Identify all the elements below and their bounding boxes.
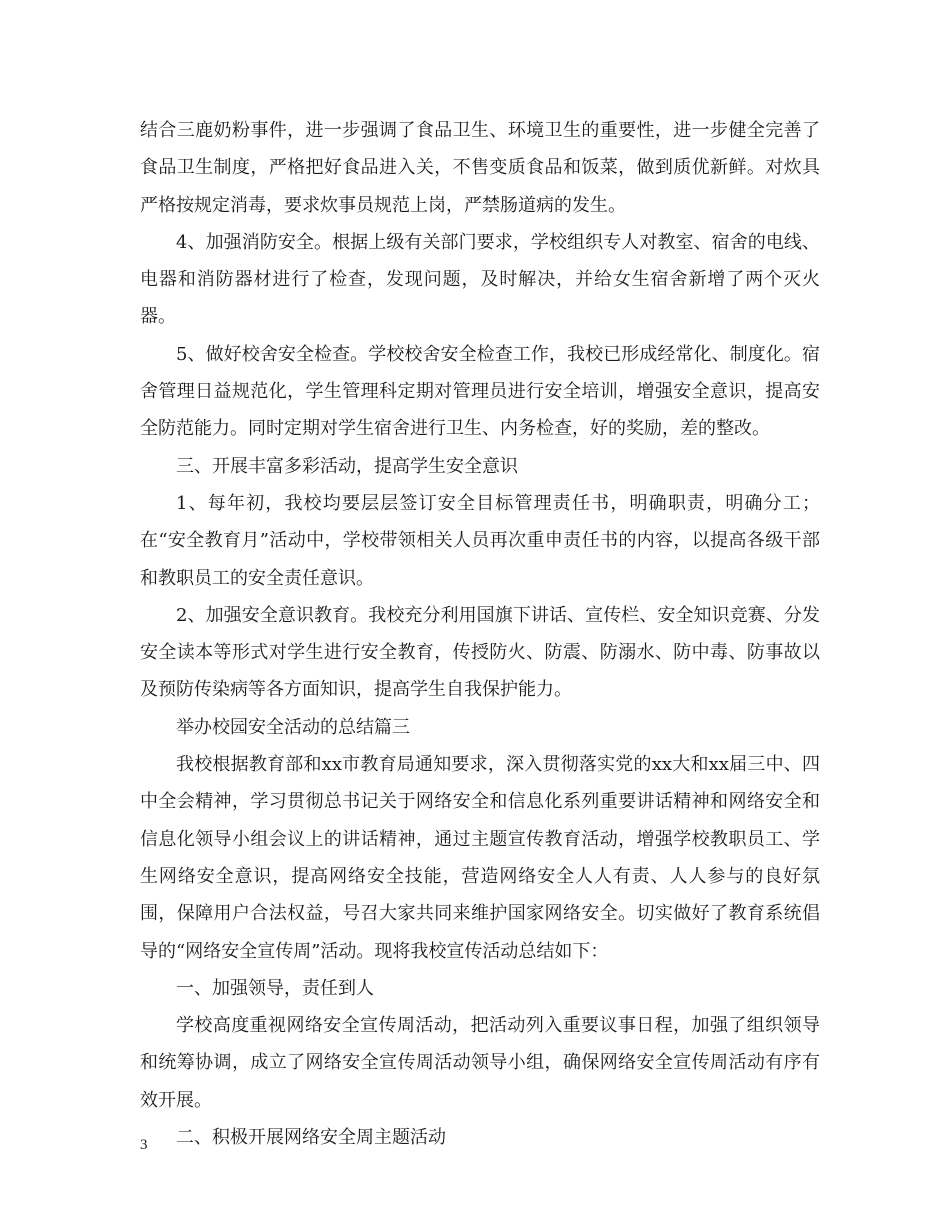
paragraph-food-hygiene: 结合三鹿奶粉事件，进一步强调了食品卫生、环境卫生的重要性，进一步健全完善了食品卫生制度，严格把好食品进入关，不售变质食品和饭菜，做到质优新鲜。对炊具严格按规定消毒，要求炊事员规范上岗，严禁肠道病的发生。 [140, 120, 820, 216]
paragraph-responsibility: 1、每年初，我校均要层层签订安全目标管理责任书，明确职责，明确分工；在“安全教育月”活动中，学校带领相关人员再次重申责任书的内容，以提高各级干部和教职员工的安全责任意识。 [140, 492, 820, 589]
paragraph-network-security-intro: 我校根据教育部和xx市教育局通知要求，深入贯彻落实党的xx大和xx届三中、四中全会精神，学习贯彻总书记关于网络安全和信息化系列重要讲话精神和网络安全和信息化领导小组会议上的讲话精神，通过主题宣传教育活动，增强学校教职员工、学生网络安全意识，提高网络安全技能，营造网络安全人人有责、人人参与的良好氛围，保障用户合法权益，号召大家共同来维护国家网络安全。切实做好了教育系统倡导的“网络安全宣传周”活动。现将我校宣传活动总结如下： [140, 754, 820, 962]
document-body [140, 112, 820, 1156]
section-heading-theme-activities: 二、积极开展网络安全周主题活动 [176, 1127, 446, 1149]
section-title-part-three: 举办校园安全活动的总结篇三 [176, 716, 410, 738]
section-heading-leadership: 一、加强领导，责任到人 [176, 977, 374, 999]
page-number: 3 [140, 1137, 148, 1153]
paragraph-dormitory-inspection: 5、做好校舍安全检查。学校校舍安全检查工作，我校已形成经常化、制度化。宿舍管理日益规范化，学生管理科定期对管理员进行安全培训，增强安全意识，提高安全防范能力。同时定期对学生宿舍进行卫生、内务检查，好的奖励，差的整改。 [140, 343, 820, 440]
paragraph-awareness-education: 2、加强安全意识教育。我校充分利用国旗下讲话、宣传栏、安全知识竞赛、分发安全读本等形式对学生进行安全教育，传授防火、防震、防溺水、防中毒、防事故以及预防传染病等各方面知识，提高学生自我保护能力。 [140, 604, 820, 701]
section-heading-activities: 三、开展丰富多彩活动，提高学生安全意识 [176, 455, 518, 477]
paragraph-leadership: 学校高度重视网络安全宣传周活动，把活动列入重要议事日程，加强了组织领导和统筹协调，成立了网络安全宣传周活动领导小组，确保网络安全宣传周活动有序有效开展。 [140, 1015, 820, 1111]
paragraph-fire-safety: 4、加强消防安全。根据上级有关部门要求，学校组织专人对教室、宿舍的电线、电器和消防器材进行了检查，发现问题，及时解决，并给女生宿舍新增了两个灭火器。 [140, 231, 820, 328]
